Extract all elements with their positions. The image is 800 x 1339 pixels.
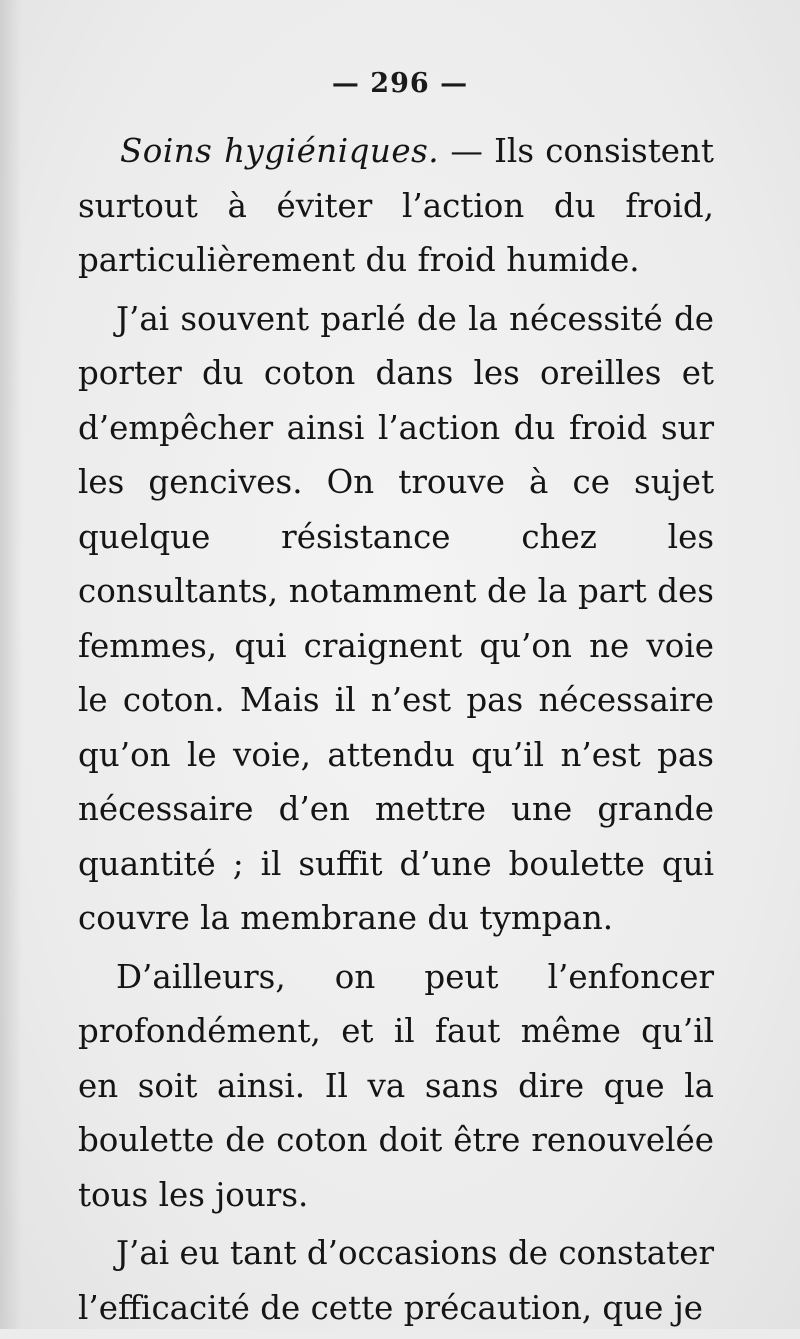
body-text <box>78 124 714 1339</box>
paragraph-4: J’ai eu tant d’occasions de constater l’efficacité de cette précaution, que je <box>78 1234 714 1327</box>
paragraph-3: D’ailleurs, on peut l’enfoncer profondément, et il faut même qu’il en soit ainsi. Il va sans dire que la boulette de coton doit être renouvelée tous les jours. <box>78 957 714 1214</box>
page-number: — 296 — <box>331 68 469 99</box>
section-heading: Soins hygiéniques. <box>120 132 440 170</box>
paragraph-2: J’ai souvent parlé de la nécessité de porter du coton dans les oreilles et d’empêcher ainsi l’action du froid sur les gencives. On trouve à ce sujet quelque résistance chez les consultants, notamment de la part des femmes, qui craignent qu’on ne voie le coton. Mais il n’est pas nécessaire qu’on le voie, attendu qu’il n’est pas nécessaire d’en mettre une grande quantité ; il suffit d’une boulette qui couvre la membrane du tympan. <box>78 299 714 937</box>
page-gutter-shadow <box>0 0 22 1329</box>
paragraph-1-text: — Ils consistent surtout à éviter l’action du froid, particulièrement du froid humide. <box>78 132 714 279</box>
paragraph-1 <box>78 124 714 288</box>
